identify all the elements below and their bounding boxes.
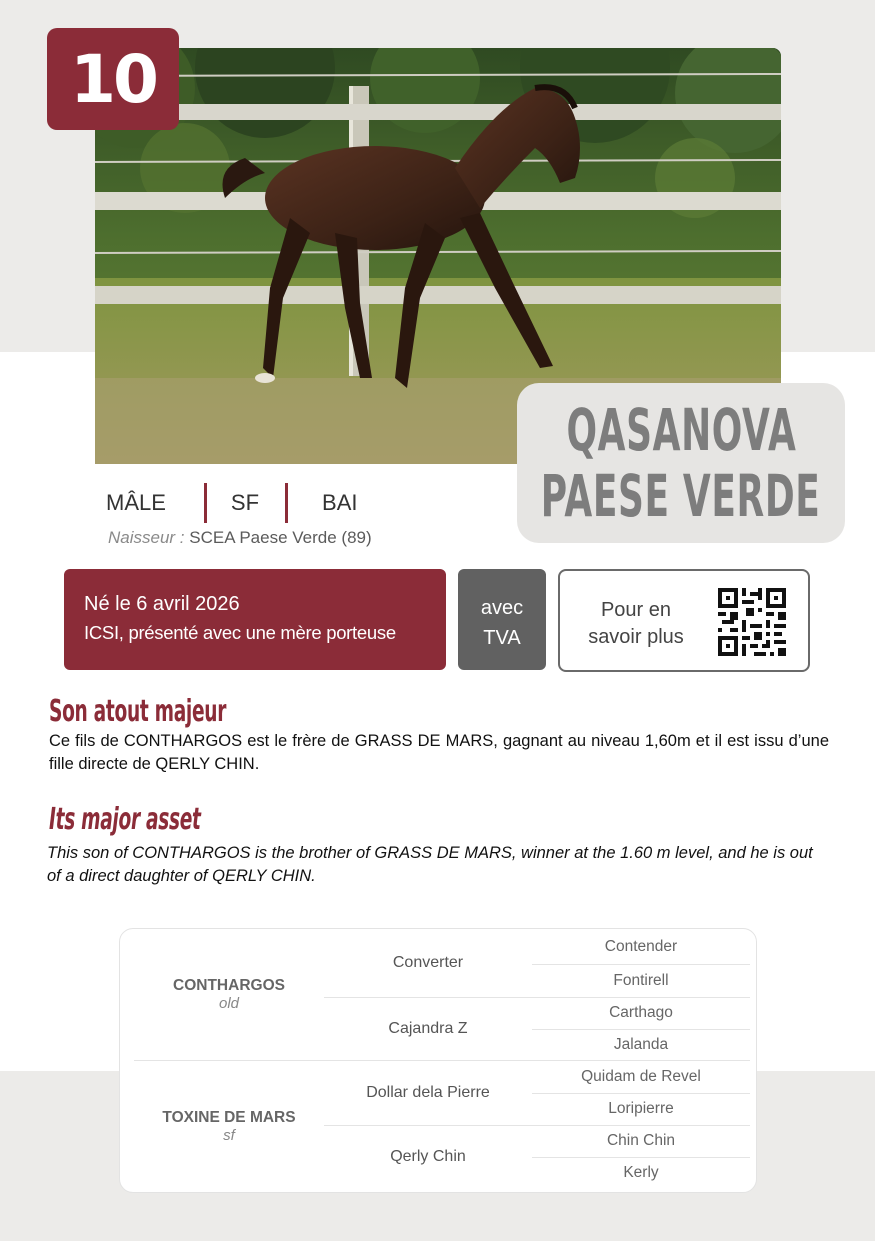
- more-info-box[interactable]: [558, 569, 810, 672]
- section-text-fr: Ce fils de CONTHARGOS est le frère de GRASS DE MARS, gagnant au niveau 1,60m et il est issu d’une fille directe de QERLY CHIN.: [49, 732, 829, 773]
- birth-info-box: [64, 569, 446, 670]
- breeder-value: SCEA Paese Verde (89): [189, 528, 372, 547]
- pedigree-divider: [532, 964, 750, 965]
- pedigree-great-grandparent: Loripierre: [608, 1100, 674, 1117]
- pedigree-great-grandparent: Contender: [604, 937, 678, 955]
- pedigree-grandparent: Dollar dela Pierre: [366, 1084, 490, 1101]
- dam-origin: sf: [223, 1127, 235, 1144]
- breeder-line: [108, 528, 372, 548]
- pedigree-divider: [532, 1029, 750, 1030]
- studbook-label: SF: [230, 490, 260, 515]
- tva-line-2: TVA: [483, 627, 521, 649]
- section-text-en: This son of CONTHARGOS is the brother of GRASS DE MARS, winner at the 1.60 m level, and he is out of a direct daughter of QERLY CHIN.: [47, 844, 813, 885]
- attribute-divider: [285, 483, 288, 523]
- horse-name-line-1: QASANOVA: [566, 396, 797, 464]
- pedigree-great-grandparent: Quidam de Revel: [581, 1068, 701, 1085]
- qr-code-icon[interactable]: [718, 588, 786, 656]
- horse-attributes: [106, 482, 358, 524]
- pedigree-divider: [134, 1060, 750, 1061]
- sire-name: CONTHARGOS: [173, 977, 285, 994]
- birth-date: Né le 6 avril 2026: [84, 593, 240, 615]
- pedigree-grandparent: Converter: [392, 954, 464, 971]
- pedigree-divider: [532, 1093, 750, 1094]
- sex-label: MÂLE: [106, 490, 166, 515]
- pedigree-great-grandparent: Chin Chin: [606, 1132, 676, 1149]
- pedigree-divider: [324, 997, 750, 998]
- pedigree-table: [119, 928, 757, 1193]
- horse-name-box: [517, 383, 845, 543]
- pedigree-divider: [532, 1157, 750, 1158]
- section-heading-en: Its major asset: [49, 802, 201, 837]
- pedigree-great-grandparent: Fontirell: [613, 971, 669, 989]
- coat-color-label: BAI: [322, 490, 358, 515]
- pedigree-sire: [134, 929, 324, 1060]
- breeder-label: Naisseur :: [108, 528, 185, 547]
- pedigree-grandparent: Qerly Chin: [390, 1148, 466, 1165]
- sire-origin: old: [218, 995, 240, 1012]
- attribute-divider: [204, 483, 207, 523]
- dam-name: TOXINE DE MARS: [162, 1109, 296, 1126]
- pedigree-dam: [134, 1061, 324, 1192]
- pedigree-divider: [324, 1125, 750, 1126]
- tva-box: [458, 569, 546, 670]
- pedigree-great-grandparent: Kerly: [623, 1164, 659, 1181]
- pedigree-great-grandparent: Jalanda: [613, 1035, 669, 1053]
- section-heading-fr: Son atout majeur: [49, 694, 227, 729]
- tva-line-1: avec: [480, 597, 524, 619]
- more-info-line-1: Pour en: [600, 599, 672, 621]
- pedigree-great-grandparent: Carthago: [609, 1004, 673, 1021]
- lot-number-badge: 10: [47, 28, 179, 130]
- more-info-line-2: savoir plus: [588, 626, 684, 648]
- birth-note: ICSI, présenté avec une mère porteuse: [84, 622, 396, 643]
- horse-name-line-2: PAESE VERDE: [541, 462, 821, 530]
- pedigree-grandparent: Cajandra Z: [388, 1019, 468, 1037]
- more-info-text: [580, 597, 692, 651]
